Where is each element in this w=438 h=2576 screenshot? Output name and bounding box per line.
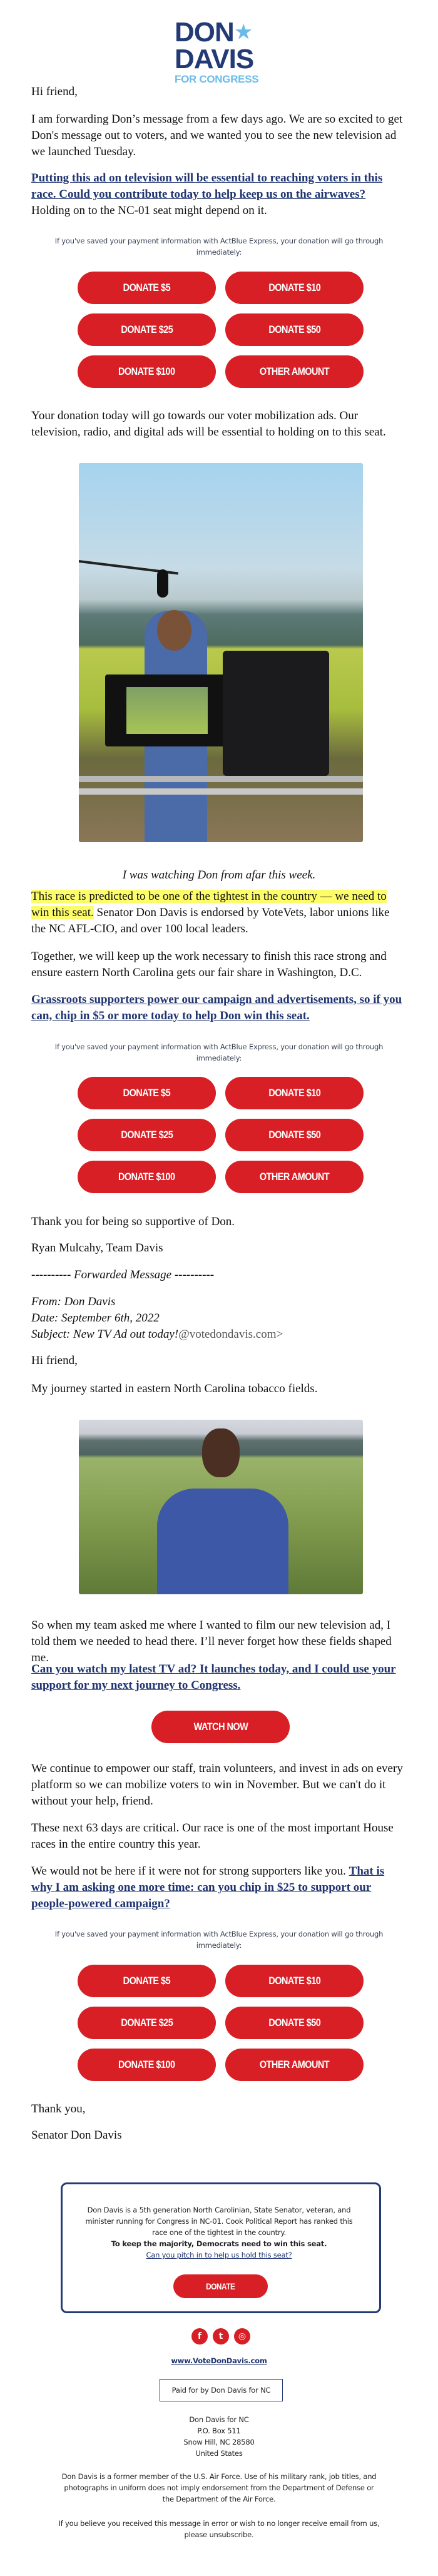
camera-monitor xyxy=(105,675,230,746)
donate-5-button[interactable] xyxy=(78,272,216,304)
person-shirt xyxy=(157,1489,288,1594)
intro-cta-rest: Holding on to the NC-01 seat might depend on it. xyxy=(31,204,267,217)
donate-100-button[interactable] xyxy=(78,1161,216,1193)
dashes: ---------- xyxy=(31,1268,71,1281)
date-line: Date: September 6th, 2022 xyxy=(31,1311,160,1325)
donate-25-button[interactable] xyxy=(78,313,216,346)
info-bold-text: To keep the majority, Democrats need to win this seat. xyxy=(111,2239,327,2248)
donate-10-button[interactable] xyxy=(225,1965,364,1997)
address-line: Snow Hill, NC 28580 xyxy=(183,2438,255,2446)
star-icon: ★ xyxy=(235,22,252,43)
dashes: ---------- xyxy=(174,1268,215,1281)
address-line: United States xyxy=(195,2449,243,2458)
button-label: DONATE $50 xyxy=(268,2017,320,2029)
donate-10-button[interactable] xyxy=(225,1077,364,1109)
intro-cta-paragraph xyxy=(31,170,407,219)
monitor-screen xyxy=(126,687,208,734)
donate-label: DONATE xyxy=(206,2281,235,2291)
button-label: DONATE $5 xyxy=(123,1087,171,1099)
microphone-icon xyxy=(157,569,168,598)
facebook-icon[interactable] xyxy=(191,2328,208,2344)
person-head xyxy=(202,1428,240,1477)
address-line: P.O. Box 511 xyxy=(197,2426,241,2435)
chip-in-link[interactable]: That is why I am asking one more time: can you chip in $25 to support our people-powered campaign? xyxy=(31,1865,385,1910)
address-line: Don Davis for NC xyxy=(189,2415,249,2424)
logo-text-don: DON xyxy=(175,17,234,48)
button-label: DONATE $10 xyxy=(268,1975,320,1987)
button-label: DONATE $5 xyxy=(123,1975,171,1987)
donate-50-button[interactable] xyxy=(225,2007,364,2039)
button-label: DONATE $100 xyxy=(118,365,175,377)
other-amount-button[interactable] xyxy=(225,2049,364,2081)
info-box-text xyxy=(81,2204,357,2261)
button-label: DONATE $100 xyxy=(118,2059,175,2070)
facebook-glyph: f xyxy=(197,2331,202,2341)
website-row xyxy=(50,2355,388,2366)
subject-line xyxy=(31,1326,407,1343)
donate-5-button[interactable] xyxy=(78,1077,216,1109)
donate-25-button[interactable] xyxy=(78,2007,216,2039)
donate-100-button[interactable] xyxy=(78,2049,216,2081)
forwarded-header xyxy=(31,1267,407,1283)
instagram-glyph: ◎ xyxy=(238,2331,247,2341)
military-disclaimer: Don Davis is a former member of the U.S. Air Force. Use of his military rank, job titles, and photographs in uniform does not imply endorsement from the Department of Defense or the Department of the Air Force. xyxy=(61,2472,377,2503)
info-text: Don Davis is a 5th generation North Carolinian, State Senator, veteran, and minister running for Congress in NC-01. Cook Political Report has ranked this race one of the tightest in the country. xyxy=(85,2206,353,2237)
dolly-track xyxy=(79,776,363,782)
donate-50-button[interactable] xyxy=(225,313,364,346)
forwarded-greeting: Hi friend, xyxy=(31,1354,78,1367)
endorsement-text: Senator Don Davis is endorsed by VoteVets, labor unions like the NC AFL-CIO, and over 100 local leaders. xyxy=(31,906,390,935)
watch-paragraph xyxy=(31,1661,407,1694)
logo-text-davis: DAVIS xyxy=(175,44,254,74)
twitter-glyph: t xyxy=(218,2331,223,2341)
closing-thanks: Thank you, xyxy=(31,2102,86,2115)
actblue-note: If you've saved your payment information with ActBlue Express, your donation will go through immediately: xyxy=(54,237,384,257)
subject-text: Subject: New TV Ad out today! xyxy=(31,1328,179,1341)
forwarded-meta xyxy=(31,1294,407,1343)
forwarded-label: Forwarded Message xyxy=(74,1268,172,1281)
next-days-paragraph: These next 63 days are critical. Our race is one of the most important House races in the entire country this year. xyxy=(31,1821,394,1851)
dolly-track xyxy=(79,788,363,795)
supporters-paragraph xyxy=(31,1863,407,1912)
subject-email: @votedondavis.com> xyxy=(178,1328,283,1341)
paid-for-box: Paid for by Don Davis for NC xyxy=(160,2379,283,2401)
grassroots-paragraph xyxy=(31,992,407,1024)
instagram-icon[interactable] xyxy=(234,2328,250,2344)
signature: Ryan Mulcahy, Team Davis xyxy=(31,1241,163,1255)
greeting: Hi friend, xyxy=(31,85,78,98)
thanks-line: Thank you for being so supportive of Don. xyxy=(31,1215,235,1228)
website-link[interactable]: www.VoteDonDavis.com xyxy=(171,2356,267,2365)
address-block xyxy=(50,2414,388,2459)
from-line: From: Don Davis xyxy=(31,1295,116,1308)
unsubscribe-text: If you believe you received this message in error or wish to no longer receive email from us, please unsubscribe. xyxy=(58,2519,380,2539)
button-label: DONATE $5 xyxy=(123,282,171,293)
campaign-logo xyxy=(175,17,268,85)
pitch-in-link[interactable]: Can you pitch in to help us hold this seat? xyxy=(146,2251,292,2259)
race-paragraph xyxy=(31,888,407,937)
closing-signature: Senator Don Davis xyxy=(31,2129,122,2142)
contribute-link[interactable]: Putting this ad on television will be essential to reaching voters in this race. Could you contribute today to help keep us on the airwaves? xyxy=(31,171,383,201)
other-amount-button[interactable] xyxy=(225,1161,364,1193)
person-head xyxy=(157,610,191,651)
actblue-note: If you've saved your payment information with ActBlue Express, your donation will go through immediately: xyxy=(54,1930,384,1950)
button-label: OTHER AMOUNT xyxy=(259,1171,330,1183)
supporters-text: We would not be here if it were not for strong supporters like you. xyxy=(31,1865,349,1878)
button-label: DONATE $50 xyxy=(268,1129,320,1141)
button-label: DONATE $25 xyxy=(121,323,173,335)
watch-now-label: WATCH NOW xyxy=(193,1721,248,1733)
actblue-note: If you've saved your payment information with ActBlue Express, your donation will go through immediately: xyxy=(54,1042,384,1062)
highlighted-text: This race is predicted to be one of the tightest in the country — we need to win this seat. xyxy=(31,890,387,919)
twitter-icon[interactable] xyxy=(213,2328,229,2344)
donation-paragraph: Your donation today will go towards our voter mobilization ads. Our television, radio, and digital ads will be essential to holding on to this seat. xyxy=(31,409,386,439)
button-label: DONATE $25 xyxy=(121,1129,173,1141)
button-label: DONATE $25 xyxy=(121,2017,173,2029)
continue-paragraph: We continue to empower our staff, train volunteers, and invest in ads on every platform so we can mobilize voters to win in November. But we can't do it without your help, friend. xyxy=(31,1762,403,1808)
intro-paragraph: I am forwarding Don’s message from a few days ago. We are so excited to get Don's message out to voters, and we wanted you to see the new television ad we launched Tuesday. xyxy=(31,113,403,158)
team-paragraph: So when my team asked me where I wanted to film our new television ad, I told them we needed to head there. I’ll never forget how these fields shaped me. xyxy=(31,1619,392,1664)
donate-5-button[interactable] xyxy=(78,1965,216,1997)
journey-line: My journey started in eastern North Carolina tobacco fields. xyxy=(31,1382,318,1395)
other-amount-button[interactable] xyxy=(225,355,364,388)
button-label: OTHER AMOUNT xyxy=(259,365,330,377)
button-label: OTHER AMOUNT xyxy=(259,2059,330,2070)
donate-50-button[interactable] xyxy=(225,1119,364,1151)
film-set-photo xyxy=(79,463,363,842)
watch-ad-link[interactable]: Can you watch my latest TV ad? It launches today, and I could use your support for my next journey to Congress. xyxy=(31,1662,396,1692)
watch-now-button[interactable] xyxy=(151,1711,290,1743)
logo-text-for-congress: FOR CONGRESS xyxy=(175,73,259,85)
donate-25-button[interactable] xyxy=(78,1119,216,1151)
button-label: DONATE $10 xyxy=(268,1087,320,1099)
button-label: DONATE $10 xyxy=(268,282,320,293)
donate-100-button[interactable] xyxy=(78,355,216,388)
film-camera xyxy=(223,651,329,776)
donate-10-button[interactable] xyxy=(225,272,364,304)
button-label: DONATE $100 xyxy=(118,1171,175,1183)
together-paragraph: Together, we will keep up the work necessary to finish this race strong and ensure eastern North Carolina gets our fair share in Washington, D.C. xyxy=(31,950,387,979)
photo-caption: I was watching Don from afar this week. xyxy=(122,868,316,882)
grassroots-link[interactable]: Grassroots supporters power our campaign and advertisements, so if you can, chip in $5 or more today to help Don win this seat. xyxy=(31,993,402,1022)
info-donate-button[interactable] xyxy=(173,2274,268,2298)
button-label: DONATE $50 xyxy=(268,323,320,335)
candidate-photo xyxy=(79,1420,363,1594)
